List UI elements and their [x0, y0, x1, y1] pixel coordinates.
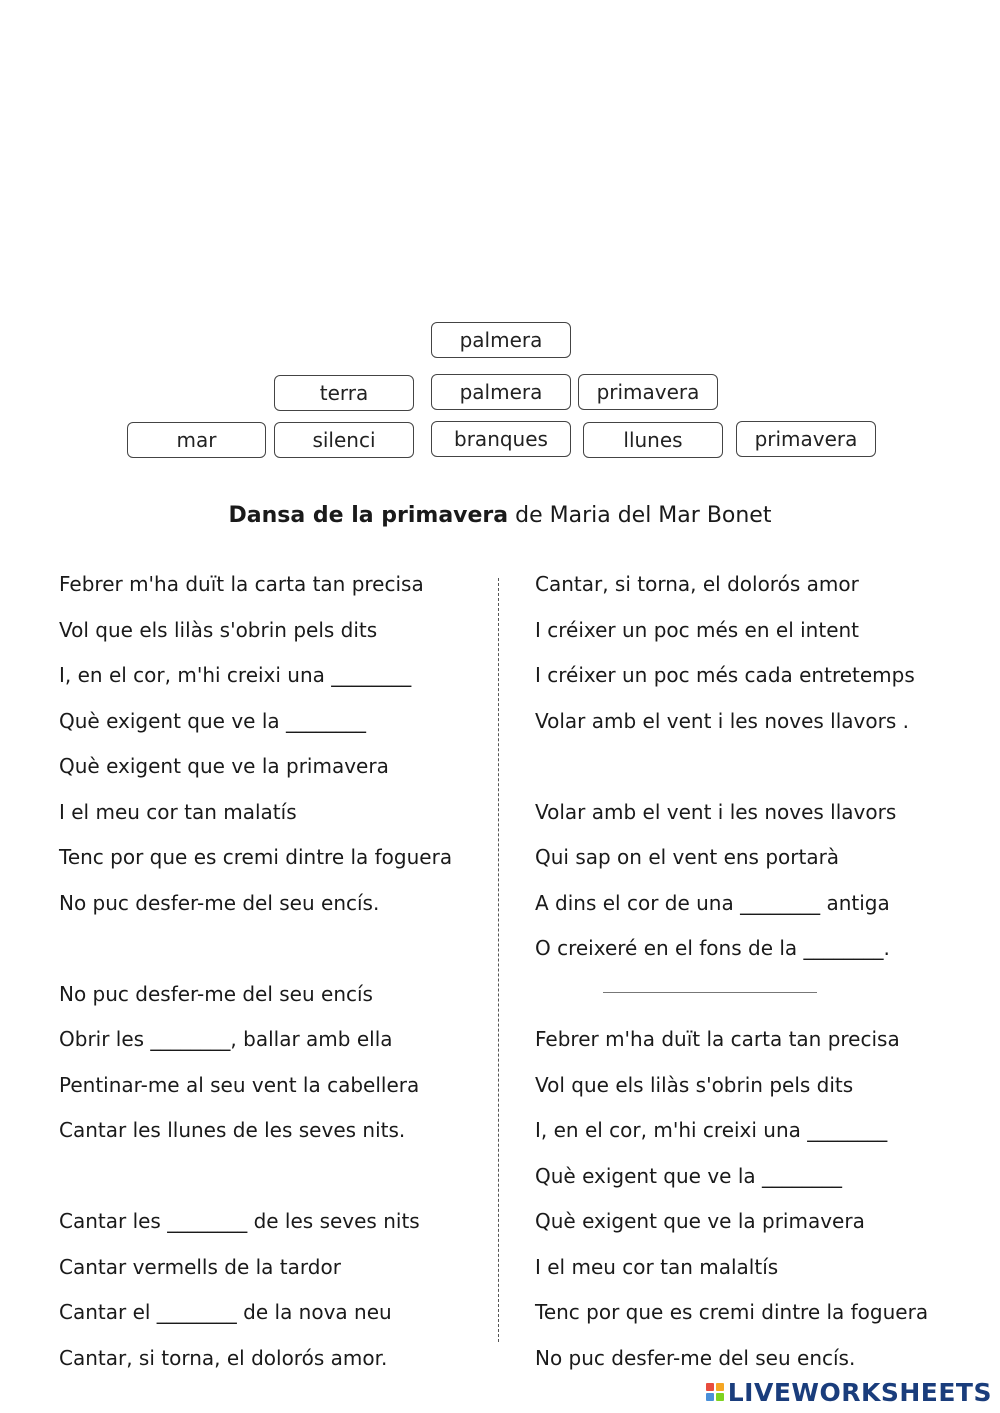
- lyric-line-blank[interactable]: Cantar les ________ de les seves nits: [59, 1209, 420, 1233]
- lyric-spacer: [535, 977, 928, 1023]
- lyric-line-blank[interactable]: Obrir les ________, ballar amb ella: [59, 1027, 393, 1051]
- lyric-line: No puc desfer-me del seu encís: [59, 981, 373, 1006]
- lyric-line: Volar amb el vent i les noves llavors .: [535, 708, 909, 733]
- logo-square: [716, 1393, 724, 1401]
- lyric-line-blank[interactable]: Cantar el ________ de la nova neu: [59, 1300, 392, 1324]
- word-chip[interactable]: mar: [127, 422, 266, 458]
- lyric-line: Volar amb el vent i les noves llavors: [535, 799, 897, 824]
- song-title: [0, 503, 1000, 528]
- lyrics-right-column: [535, 567, 928, 1386]
- lyric-spacer: [59, 931, 452, 977]
- lyric-line: Febrer m'ha duït la carta tan precisa: [535, 1027, 900, 1051]
- logo-text: LIVEWORKSHEETS: [727, 1377, 992, 1407]
- lyric-spacer: [59, 1159, 452, 1205]
- lyric-line-blank[interactable]: I, en el cor, m'hi creixi una ________: [535, 1118, 888, 1142]
- logo-square: [706, 1393, 714, 1401]
- column-divider: [498, 578, 499, 1342]
- word-chip[interactable]: terra: [274, 375, 414, 411]
- lyric-line-blank[interactable]: I, en el cor, m'hi creixi una ________: [59, 663, 412, 687]
- lyric-line-blank[interactable]: Què exigent que ve la ________: [535, 1163, 843, 1188]
- lyric-line: Vol que els lilàs s'obrin pels dits: [59, 617, 378, 642]
- lyric-line: Cantar, si torna, el dolorós amor: [535, 572, 859, 596]
- lyric-line: No puc desfer-me del seu encís.: [59, 890, 380, 915]
- logo-grid-icon: [706, 1383, 724, 1401]
- song-title-bold: Dansa de la primavera: [228, 503, 509, 528]
- lyric-line: Tenc por que es cremi dintre la foguera: [59, 845, 453, 869]
- logo-square: [716, 1383, 724, 1391]
- lyric-line: Qui sap on el vent ens portarà: [535, 845, 840, 869]
- lyric-line: I créixer un poc més cada entretemps: [535, 663, 915, 687]
- liveworksheets-logo: [706, 1377, 992, 1407]
- lyric-line-blank[interactable]: A dins el cor de una ________ antiga: [535, 890, 890, 915]
- logo-square: [706, 1383, 714, 1391]
- lyric-line: No puc desfer-me del seu encís.: [535, 1345, 856, 1370]
- lyric-line: Tenc por que es cremi dintre la foguera: [535, 1300, 929, 1324]
- word-chip[interactable]: palmera: [431, 374, 571, 410]
- lyric-line: I el meu cor tan malatís: [59, 799, 297, 824]
- section-separator: [603, 992, 817, 993]
- word-chip[interactable]: primavera: [736, 421, 876, 457]
- word-chip[interactable]: silenci: [274, 422, 414, 458]
- lyric-line: Cantar les llunes de les seves nits.: [59, 1118, 406, 1142]
- lyric-line-blank[interactable]: O creixeré en el fons de la ________.: [535, 936, 890, 960]
- lyrics-left-column: [59, 567, 452, 1386]
- word-chip[interactable]: primavera: [578, 374, 718, 410]
- word-chip[interactable]: llunes: [583, 422, 723, 458]
- song-title-author: de Maria del Mar Bonet: [508, 503, 772, 528]
- lyric-line: Què exigent que ve la primavera: [535, 1209, 865, 1233]
- lyric-line: Febrer m'ha duït la carta tan precisa: [59, 572, 424, 596]
- word-chip[interactable]: branques: [431, 421, 571, 457]
- lyric-line: I el meu cor tan malaltís: [535, 1254, 779, 1279]
- lyric-spacer: [535, 749, 928, 795]
- word-chip[interactable]: palmera: [431, 322, 571, 358]
- lyric-line: I créixer un poc més en el intent: [535, 617, 860, 642]
- lyric-line: Què exigent que ve la primavera: [59, 754, 389, 778]
- lyric-line: Pentinar-me al seu vent la cabellera: [59, 1072, 420, 1097]
- lyric-line-blank[interactable]: Què exigent que ve la ________: [59, 708, 367, 733]
- lyric-line: Vol que els lilàs s'obrin pels dits: [535, 1072, 854, 1097]
- lyric-line: Cantar, si torna, el dolorós amor.: [59, 1345, 388, 1370]
- lyric-line: Cantar vermells de la tardor: [59, 1254, 341, 1279]
